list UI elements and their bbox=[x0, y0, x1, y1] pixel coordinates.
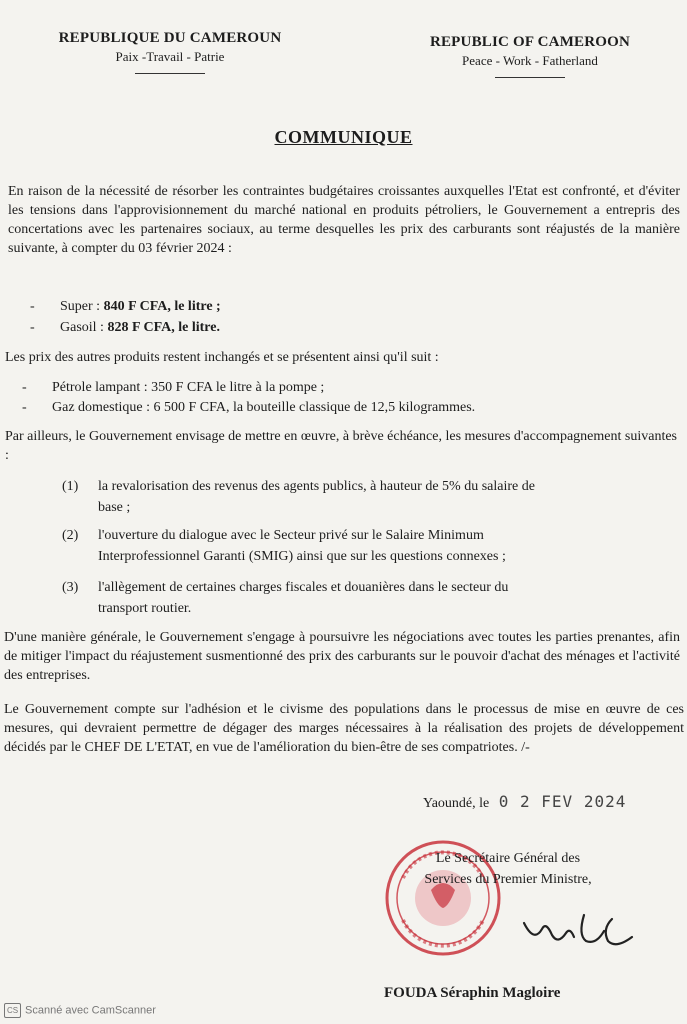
country-name-fr: REPUBLIQUE DU CAMEROUN bbox=[58, 30, 282, 46]
measures-intro: Par ailleurs, le Gouvernement envisage de mettre en œuvre, à brève échéance, les mesures d'accompagnement suivantes : bbox=[5, 429, 677, 463]
signatory-name: FOUDA Séraphin Magloire bbox=[384, 985, 561, 1001]
motto-en: Peace - Work - Fatherland bbox=[462, 53, 598, 68]
signatory-title: Le Secrétaire Général des Services du Premier Ministre, bbox=[424, 851, 592, 887]
scanner-text: Scanné avec CamScanner bbox=[25, 1004, 156, 1017]
header-divider-en bbox=[495, 77, 565, 78]
unchanged-intro: Les prix des autres produits restent inchangés et se présentent ainsi qu'il suit : bbox=[5, 350, 439, 365]
header-english bbox=[410, 34, 650, 78]
measure-item: (1) la revalorisation des revenus des agents publics, à hauteur de 5% du salaire de base ; bbox=[62, 479, 535, 515]
measure-item: (3) l'allègement de certaines charges fiscales et douanières dans le secteur du transport routier. bbox=[62, 580, 509, 616]
header-french bbox=[40, 30, 300, 74]
camscanner-logo-icon: CS bbox=[4, 1003, 21, 1018]
general-paragraph: D'une manière générale, le Gouvernement s'engage à poursuivre les négociations avec toutes les parties prenantes, afin de mitiger l'impact du réajustement susmentionné des prix des carburants sur le pouvoir d'achat des ménages et l'activité des entreprises. bbox=[4, 630, 680, 683]
date-stamp: 0 2 FEV 2024 bbox=[498, 792, 627, 811]
fuel-price-gasoil: - Gasoil : 828 F CFA, le litre. bbox=[30, 320, 220, 335]
place-label: Yaoundé, le bbox=[423, 796, 490, 811]
header-divider-fr bbox=[135, 73, 205, 74]
scanner-footer bbox=[4, 1003, 156, 1018]
country-name-en: REPUBLIC OF CAMEROON bbox=[429, 34, 631, 50]
motto-fr: Paix -Travail - Patrie bbox=[115, 49, 225, 64]
unchanged-item-petrole: - Pétrole lampant : 350 F CFA le litre à la pompe ; bbox=[22, 380, 325, 395]
final-paragraph: Le Gouvernement compte sur l'adhésion et le civisme des populations dans le processus de mise en œuvre de ces mesures, qui devraient permettre de dégager des marges nécessaires à la réalisation des projets de développement décidés par le CHEF DE L'ETAT, en vue de l'amélioration du bien-être de ses compatriotes. /- bbox=[4, 702, 684, 755]
document-title: COMMUNIQUE bbox=[274, 127, 413, 147]
unchanged-item-gaz: - Gaz domestique : 6 500 F CFA, la bouteille classique de 12,5 kilogrammes. bbox=[22, 400, 476, 415]
measure-item: (2) l'ouverture du dialogue avec le Secteur privé sur le Salaire Minimum Interprofessionnel Garanti (SMIG) ainsi que sur les questions connexes ; bbox=[62, 528, 506, 564]
handwritten-signature bbox=[520, 905, 640, 955]
place-and-date bbox=[423, 792, 626, 812]
intro-paragraph: En raison de la nécessité de résorber les contraintes budgétaires croissantes auxquelles l'Etat est confronté, et d'éviter les tensions dans l'approvisionnement du marché national en produits pétroliers, le Gouvernement a entrepris des concertations avec les partenaires sociaux, au terme desquelles les prix des carburants sont réajustés de la manière suivante, à compter du 03 février 2024 : bbox=[8, 184, 680, 256]
fuel-price-super: - Super : 840 F CFA, le litre ; bbox=[30, 299, 221, 314]
